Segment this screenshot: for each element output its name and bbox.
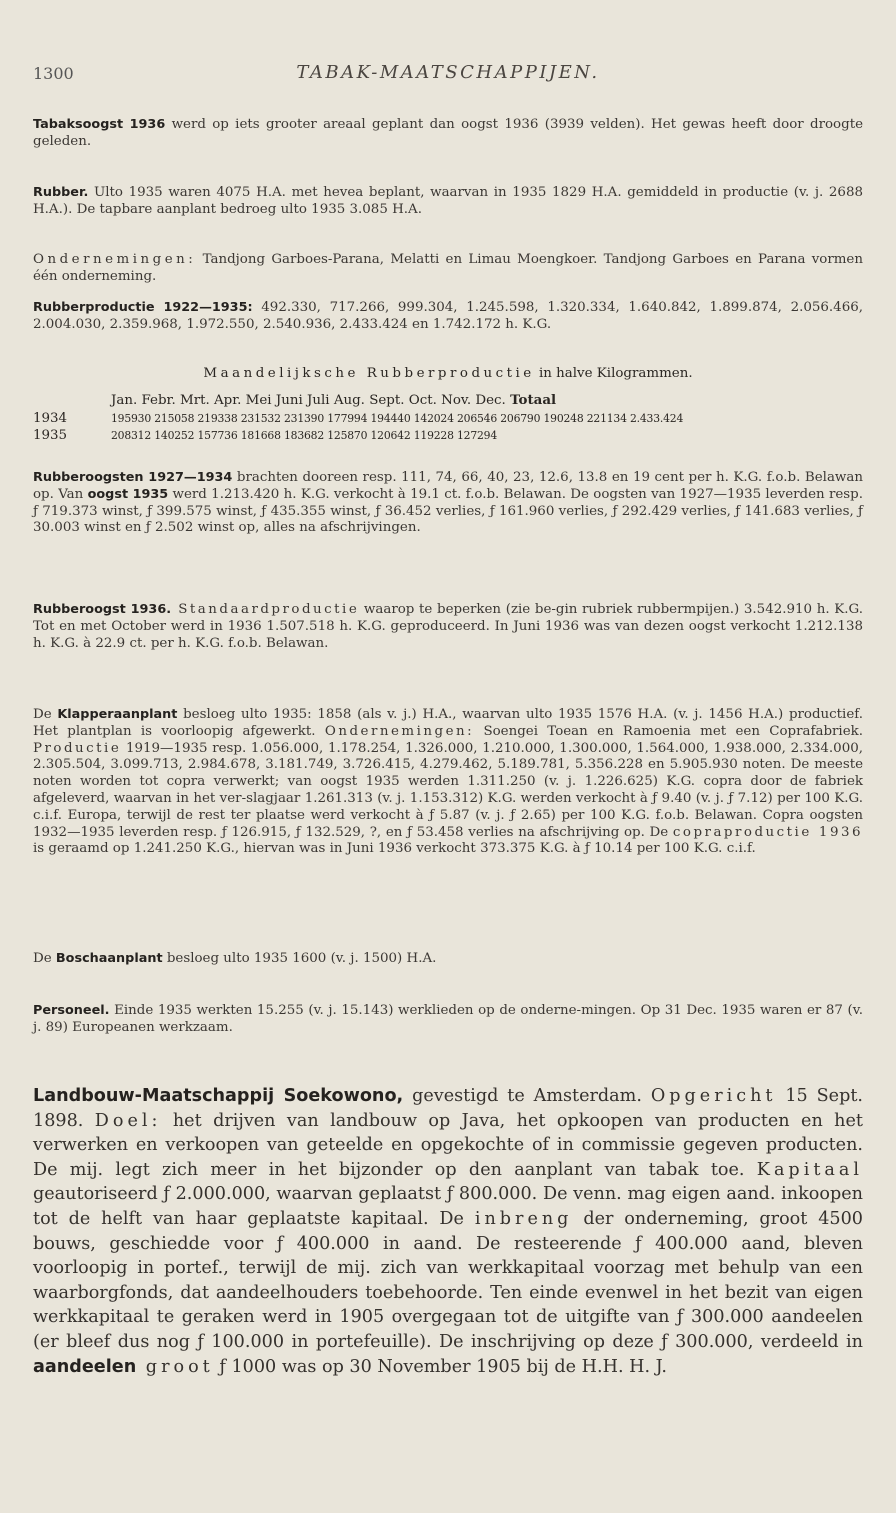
section-heading: Klapperaanplant bbox=[57, 707, 178, 722]
spaced-term: inbreng bbox=[474, 1208, 573, 1229]
paragraph-text: Einde 1935 werkten 15.255 (v. j. 15.143) werklieden op de onderne-mingen. Op 31 Dec. 1935 waren er 87 (v. j. 89) Europeanen werkzaam. bbox=[33, 1003, 863, 1035]
paragraph-text: der onderneming, groot 4500 bouws, geschiedde voor ƒ 400.000 in aand. De resteerende ƒ 400.000 aand, bleven voorloopig in portef., terwijl de mij. zich van werkkapitaal voorzag met behulp van een waarborgfonds, dat aandeelhouders toebehoorde. Ten einde evenwel in het bezit van eigen werkkapitaal te geraken werd in 1905 overgegaan tot de uitgifte van ƒ 300.000 aandeelen (er bleef dus nog ƒ 100.000 in portefeuille). De inschrijving op deze ƒ 300.000, verdeeld in bbox=[33, 1208, 863, 1352]
month-headers bbox=[111, 392, 863, 409]
paragraph-text: besloeg ulto 1935 1600 (v. j. 1500) H.A. bbox=[162, 951, 437, 966]
monthly-values: 195930 215058 219338 231532 231390 177994 194440 142024 206546 206790 190248 221134 bbox=[111, 412, 627, 425]
section-heading: Rubber. bbox=[33, 185, 89, 200]
spaced-term: copraproductie 1936 bbox=[672, 824, 864, 840]
paragraph-rubberoogst-1936 bbox=[33, 602, 863, 652]
section-heading: Rubberproductie 1922—1935: bbox=[33, 300, 253, 315]
spaced-term: Kapitaal bbox=[756, 1159, 863, 1180]
paragraph-rubber bbox=[33, 185, 863, 219]
paragraph-text: werd 1.213.420 h. K.G. verkocht à 19.1 ct. f.o.b. Belawan. De oogsten van 1927—1935 leverden resp. ƒ 719.373 winst, ƒ 399.575 winst, ƒ 435.355 winst, ƒ 36.452 verlies, ƒ 161.960 verlies, ƒ 292.429 verlies, ƒ 141.683 verlies, ƒ 30.003 winst en ƒ 2.502 winst op, alles na afschrijvingen. bbox=[33, 486, 863, 536]
section-heading: Personeel. bbox=[33, 1003, 110, 1018]
page-number: 1300 bbox=[33, 64, 74, 83]
table-row bbox=[33, 427, 863, 444]
paragraph-text: 1919—1935 resp. 1.056.000, 1.178.254, 1.326.000, 1.210.000, 1.300.000, 1.564.000, 1.938.000, 2.334.000, 2.305.504, 3.099.713, 2.984.678, 3.181.749, 3.726.415, 4.279.462, 5.189.781, 5.356.228 en 5.905.930 noten. De meeste noten worden tot copra verwerkt; van oogst 1935 werden 1.311.250 (v. j. 1.226.625) K.G. copra door de fabriek afgeleverd, waarvan in het ver-slagjaar 1.261.313 (v. j. 1.153.312) K.G. werden verkocht à ƒ 9.40 (v. j. ƒ 7.12) per 100 K.G. c.i.f. Europa, terwijl de rest ter plaatse werd verkocht à ƒ 5.87 (v. j. ƒ 2.65) per 100 K.G. f.o.b. Belawan. Copra oogsten 1932—1935 leverden resp. ƒ 126.915, ƒ 132.529, ?, en ƒ 53.458 verlies na afschrijving op. De bbox=[33, 740, 863, 840]
company-heading: Landbouw-Maatschappij Soekowono, bbox=[33, 1086, 404, 1106]
paragraph-text: ƒ 1000 was op 30 November 1905 bij de H.H. H. J. bbox=[213, 1356, 667, 1377]
table-header-row bbox=[33, 392, 863, 409]
paragraph-text: werd op iets grooter areaal geplant dan oogst 1936 (3939 velden). Het gewas heeft door droogte geleden. bbox=[33, 117, 863, 149]
row-total: 2.433.424 bbox=[629, 412, 684, 425]
paragraph-text: Soengei Toean en Ramoenia met een Coprafabriek. bbox=[474, 723, 864, 739]
inline-heading: oogst 1935 bbox=[87, 486, 169, 502]
paragraph-tabaksoogst bbox=[33, 117, 863, 151]
monthly-values: 208312 140252 157736 181668 183682 125870 120642 119228 127294 bbox=[111, 429, 497, 442]
paragraph-text: besloeg ulto 1935: 1858 (als v. j.) H.A., waarvan ulto 1935 1576 H.A. (v. j. 1456 H.A.) productief. Het plantplan is voorloopig afgewerkt. bbox=[33, 707, 863, 739]
paragraph-text: gevestigd te Amsterdam. bbox=[403, 1086, 651, 1106]
paragraph-ondernemingen bbox=[33, 252, 863, 286]
section-heading: Boschaanplant bbox=[55, 951, 163, 966]
spaced-term: groot bbox=[136, 1356, 214, 1377]
table-title bbox=[33, 365, 863, 382]
table-title-spaced: Maandelijksche Rubberproductie bbox=[203, 366, 535, 381]
paragraph-text: 15 Sept. 1898. bbox=[33, 1086, 864, 1131]
paragraph-text: De bbox=[33, 951, 56, 966]
section-heading: Tabaksoogst 1936 bbox=[33, 117, 166, 132]
paragraph-text: Tandjong Garboes-Parana, Melatti en Limau Moengkoer. Tandjong Garboes en Parana vormen één onderneming. bbox=[33, 252, 863, 284]
paragraph-personeel bbox=[33, 1003, 863, 1037]
paragraph-text: De bbox=[33, 707, 58, 722]
paragraph-text: is geraamd op 1.241.250 K.G., hiervan was in Juni 1936 verkocht 373.375 K.G. à ƒ 10.14 per 100 K.G. c.i.f. bbox=[33, 841, 756, 857]
paragraph-boschaanplant bbox=[33, 951, 863, 968]
paragraph-text: brachten dooreen resp. 111, 74, 66, 40, 23, 12.6, 13.8 en 19 cent per h. K.G. f.o.b. Belawan op. Van bbox=[33, 470, 863, 502]
row-values bbox=[111, 427, 863, 444]
spaced-term: Doel: bbox=[94, 1110, 162, 1131]
paragraph-text: geautoriseerd ƒ 2.000.000, waarvan geplaatst ƒ 800.000. De venn. mag eigen aand. inkoopen tot de helft van haar geplaatste kapitaal. De bbox=[33, 1184, 863, 1229]
total-header: Totaal bbox=[510, 392, 557, 408]
row-year: 1935 bbox=[33, 428, 68, 443]
running-title: TABAK-MAATSCHAPPIJEN. bbox=[296, 62, 600, 83]
paragraph-rubberproductie bbox=[33, 300, 863, 334]
spaced-term: Productie bbox=[33, 740, 122, 756]
paragraph-text: Ulto 1935 waren 4075 H.A. met hevea beplant, waarvan in 1935 1829 H.A. gemiddeld in productie (v. j. 2688 H.A.). De tapbare aanplant bedroeg ulto 1935 3.085 H.A. bbox=[33, 185, 863, 217]
month-labels: Jan. Febr. Mrt. Apr. Mei Juni Juli Aug. Sept. Oct. Nov. Dec. bbox=[111, 393, 506, 408]
spaced-label: Ondernemingen: bbox=[33, 252, 197, 267]
row-values bbox=[111, 410, 863, 427]
inline-heading: aandeelen bbox=[33, 1356, 137, 1377]
spaced-term: Standaardproductie bbox=[171, 602, 360, 617]
section-heading: Rubberoogst 1936. bbox=[33, 602, 172, 617]
paragraph-text: het drijven van landbouw op Java, het opkoopen van producten en het verwerken en verkoopen van geteelde en opgekochte of in commissie gegeven producten. De mij. legt zich meer in het bijzonder op den aanplant van tabak toe. bbox=[33, 1110, 863, 1180]
paragraph-soekowono bbox=[33, 1084, 863, 1379]
table-row bbox=[33, 410, 863, 427]
spaced-term: Ondernemingen: bbox=[324, 723, 475, 739]
row-year: 1934 bbox=[33, 411, 68, 426]
paragraph-klapperaanplant bbox=[33, 707, 863, 858]
paragraph-rubberoogsten bbox=[33, 470, 863, 537]
paragraph-text: 492.330, 717.266, 999.304, 1.245.598, 1.320.334, 1.640.842, 1.899.874, 2.056.466, 2.004.030, 2.359.968, 1.972.550, 2.540.936, 2.433.424 en 1.742.172 h. K.G. bbox=[33, 300, 863, 332]
spaced-term: Opgericht bbox=[650, 1086, 777, 1106]
page-header bbox=[33, 62, 863, 90]
section-heading: Rubberoogsten 1927—1934 bbox=[33, 470, 233, 485]
paragraph-text: waarop te beperken (zie be-gin rubriek rubbermpijen.) 3.542.910 h. K.G. Tot en met October werd in 1936 1.507.518 h. K.G. geproduceerd. In Juni 1936 was van dezen oogst verkocht 1.212.138 h. K.G. à 22.9 ct. per h. K.G. f.o.b. Belawan. bbox=[33, 602, 863, 651]
table-title-rest: in halve Kilogrammen. bbox=[534, 366, 693, 381]
